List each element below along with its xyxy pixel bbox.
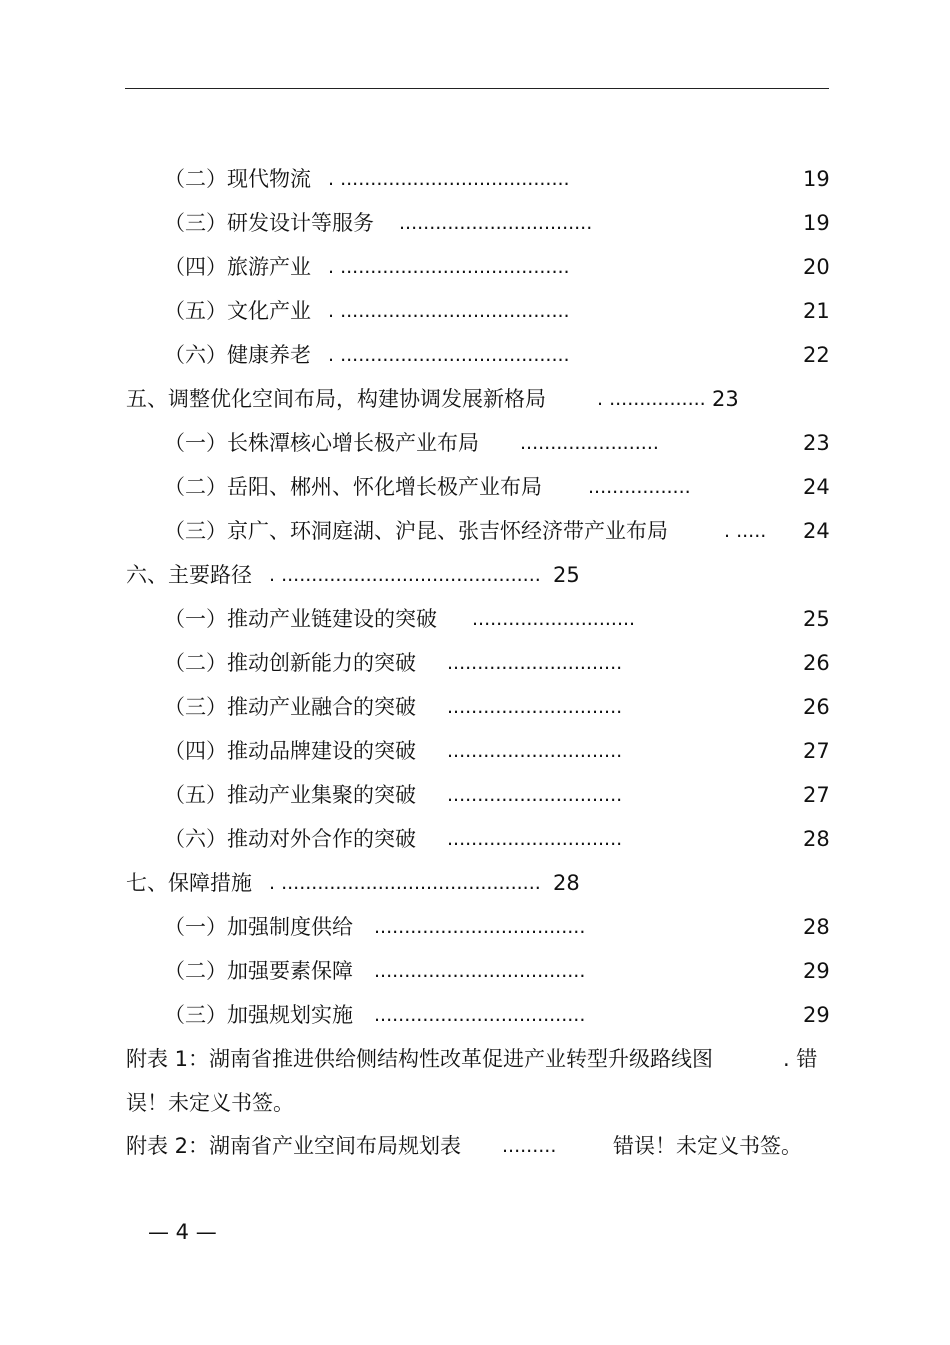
toc-entry-leader: ................................ — [399, 212, 593, 234]
toc-entry-label: （一）长株潭核心增长极产业布局 — [164, 431, 479, 455]
toc-entry-page: 29 — [803, 959, 830, 983]
toc-entry-leader: ............................. — [447, 784, 623, 806]
toc-entry-page: 28 — [803, 827, 830, 851]
toc-entry-leader: . ...................................... — [328, 256, 570, 278]
toc-entry-label: （六）健康养老 — [164, 343, 311, 367]
toc-entry-page: 19 — [803, 167, 830, 191]
toc-appendix-wrap — [0, 1088, 950, 1118]
toc-entry-page: 19 — [803, 211, 830, 235]
toc-entry-page: 21 — [803, 299, 830, 323]
toc-entry-leader: . ...................................... — [328, 344, 570, 366]
toc-entry-label: 附表 1：湖南省推进供给侧结构性改革促进产业转型升级路线图 — [126, 1047, 714, 1071]
toc-section-entry[interactable] — [0, 384, 950, 414]
toc-entry-leader: ................................... — [374, 960, 586, 982]
toc-entry[interactable] — [0, 648, 950, 678]
toc-entry[interactable] — [0, 780, 950, 810]
toc-entry-leader: . ...................................... — [328, 300, 570, 322]
toc-entry-page: 25 — [803, 607, 830, 631]
toc-entry-error-text: 错误！未定义书签。 — [613, 1134, 802, 1158]
toc-entry-label: （二）加强要素保障 — [164, 959, 353, 983]
toc-entry-leader: ................................... — [374, 916, 586, 938]
toc-entry-label: 六、主要路径 — [126, 563, 252, 587]
toc-entry-page: 20 — [803, 255, 830, 279]
toc-entry-leader: ........................... — [472, 608, 636, 630]
toc-entry-error-tail: . 错 — [783, 1047, 818, 1071]
toc-entry-page: 28 — [553, 871, 580, 895]
toc-entry-leader: . ........................................... — [269, 872, 541, 894]
toc-entry-page: 24 — [803, 475, 830, 499]
toc-entry-label: （二）现代物流 — [164, 167, 311, 191]
toc-entry[interactable] — [0, 428, 950, 458]
toc-entry-page: 27 — [803, 783, 830, 807]
toc-entry-page: 28 — [803, 915, 830, 939]
toc-entry[interactable] — [0, 912, 950, 942]
toc-entry-page: 26 — [803, 651, 830, 675]
toc-entry-label: （二）推动创新能力的突破 — [164, 651, 416, 675]
toc-entry-leader: . ..... — [724, 520, 767, 542]
toc-entry-leader: . ................ — [597, 388, 706, 410]
toc-section-entry[interactable] — [0, 868, 950, 898]
toc-entry-label: 七、保障措施 — [126, 871, 252, 895]
toc-section-entry[interactable] — [0, 560, 950, 590]
toc-entry[interactable] — [0, 340, 950, 370]
toc-entry-leader: ............................. — [447, 740, 623, 762]
toc-entry-leader: . ...................................... — [328, 168, 570, 190]
toc-entry-label: （六）推动对外合作的突破 — [164, 827, 416, 851]
toc-entry-label: （三）京广、环洞庭湖、沪昆、张吉怀经济带产业布局 — [164, 519, 668, 543]
toc-entry-error-text: 误！未定义书签。 — [126, 1091, 294, 1115]
toc-entry-label: （一）加强制度供给 — [164, 915, 353, 939]
toc-entry-page: 26 — [803, 695, 830, 719]
header-rule — [125, 88, 829, 89]
toc-entry-label: （四）推动品牌建设的突破 — [164, 739, 416, 763]
toc-entry[interactable] — [0, 736, 950, 766]
toc-entry-page: 25 — [553, 563, 580, 587]
toc-entry[interactable] — [0, 1000, 950, 1030]
toc-entry[interactable] — [0, 956, 950, 986]
toc-entry-leader: ......... — [502, 1135, 557, 1157]
toc-entry-leader: ....................... — [520, 432, 659, 454]
toc-entry-page: 27 — [803, 739, 830, 763]
toc-entry-label: （二）岳阳、郴州、怀化增长极产业布局 — [164, 475, 542, 499]
toc-entry[interactable] — [0, 516, 950, 546]
toc-entry-leader: ............................. — [447, 652, 623, 674]
toc-entry[interactable] — [0, 208, 950, 238]
toc-entry[interactable] — [0, 824, 950, 854]
toc-entry-page: 29 — [803, 1003, 830, 1027]
toc-entry[interactable] — [0, 296, 950, 326]
toc-entry-leader: ................................... — [374, 1004, 586, 1026]
toc-entry-label: （三）推动产业融合的突破 — [164, 695, 416, 719]
toc-appendix-entry[interactable] — [0, 1044, 950, 1074]
toc-entry-page: 22 — [803, 343, 830, 367]
toc-entry-leader: ............................. — [447, 828, 623, 850]
toc-appendix-entry[interactable] — [0, 1131, 950, 1161]
toc-entry-page: 23 — [803, 431, 830, 455]
page-number: — 4 — — [148, 1220, 217, 1244]
toc-entry-label: （一）推动产业链建设的突破 — [164, 607, 437, 631]
toc-entry[interactable] — [0, 604, 950, 634]
toc-entry-label: 五、调整优化空间布局，构建协调发展新格局 — [126, 387, 546, 411]
toc-entry-label: 附表 2：湖南省产业空间布局规划表 — [126, 1134, 462, 1158]
toc-entry-label: （三）研发设计等服务 — [164, 211, 374, 235]
toc-entry-label: （三）加强规划实施 — [164, 1003, 353, 1027]
toc-entry[interactable] — [0, 164, 950, 194]
toc-entry[interactable] — [0, 252, 950, 282]
toc-entry-label: （五）推动产业集聚的突破 — [164, 783, 416, 807]
toc-entry-leader: ............................. — [447, 696, 623, 718]
toc-entry-page: 24 — [803, 519, 830, 543]
toc-entry[interactable] — [0, 692, 950, 722]
toc-entry-page: 23 — [712, 387, 739, 411]
toc-entry-label: （四）旅游产业 — [164, 255, 311, 279]
toc-entry[interactable] — [0, 472, 950, 502]
toc-entry-leader: . ........................................... — [269, 564, 541, 586]
toc-entry-label: （五）文化产业 — [164, 299, 311, 323]
toc-entry-leader: ................. — [588, 476, 691, 498]
